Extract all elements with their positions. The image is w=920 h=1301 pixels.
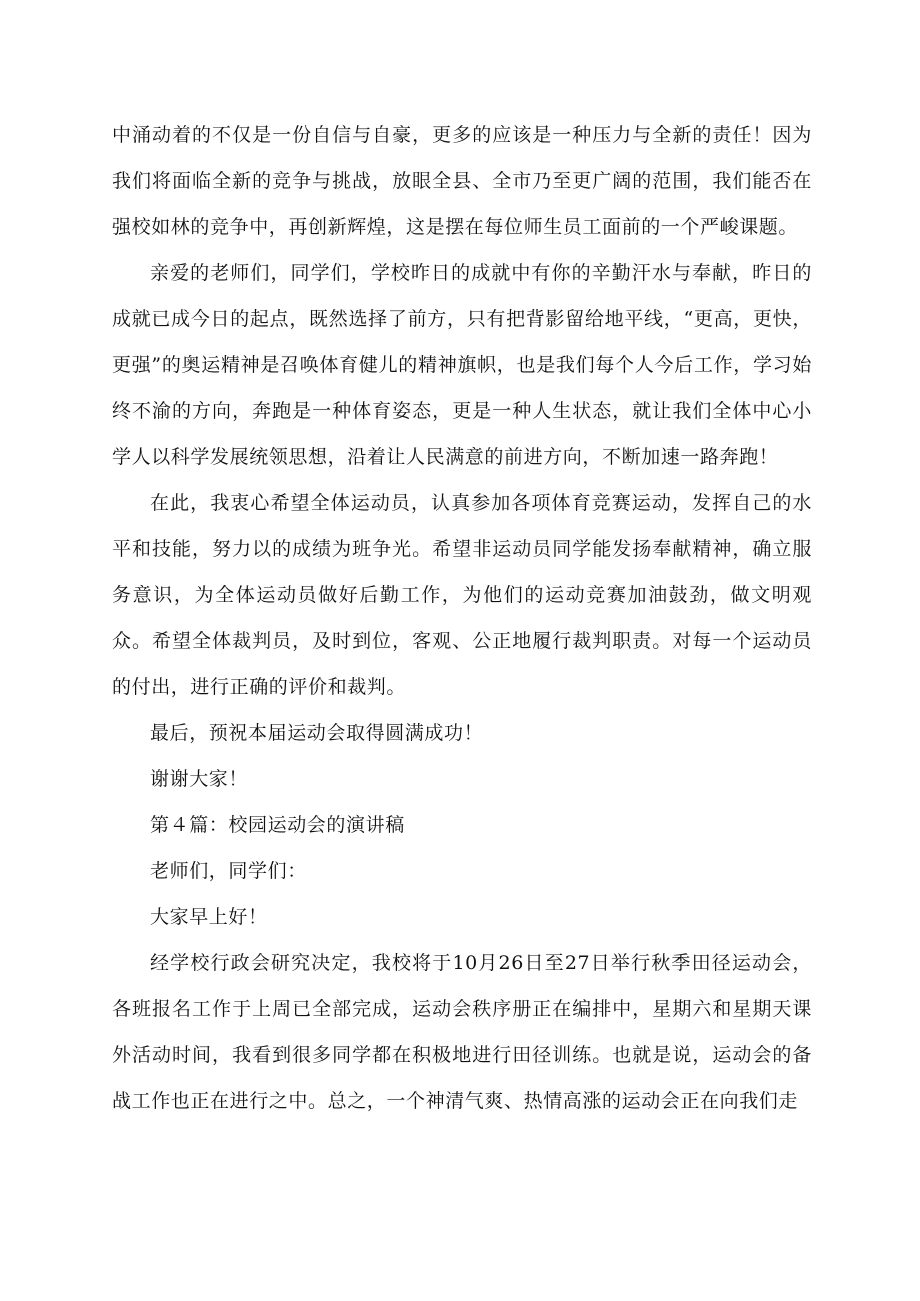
document-body bbox=[112, 112, 812, 1124]
paragraph-teachers-students: 亲爱的老师们，同学们，学校昨日的成就中有你的辛勤汗水与奉献，昨日的成就已成今日的起点，既然选择了前方，只有把背影留给地平线，“更高，更快，更强”的奥运精神是召唤体育健儿的精神旗帜，也是我们每个人今后工作，学习始终不渝的方向，奔跑是一种体育姿态，更是一种人生状态，就让我们全体中心小学人以科学发展统领思想，沿着让人民满意的前进方向，不断加速一路奔跑！ bbox=[112, 262, 812, 468]
section-heading: 第４篇：校园运动会的演讲稿 bbox=[150, 814, 405, 836]
paragraph-continuation: 中涌动着的不仅是一份自信与自豪，更多的应该是一种压力与全新的责任！因为我们将面临全新的竞争与挑战，放眼全县、全市乃至更广阔的范围，我们能否在强校如林的竞争中，再创新辉煌，这是摆在每位师生员工面前的一个严峻课题。 bbox=[112, 124, 812, 238]
paragraph-wish-success: 最后，预祝本届运动会取得圆满成功！ bbox=[150, 722, 484, 744]
paragraph-salutation: 老师们，同学们： bbox=[150, 860, 307, 882]
paragraph-thanks: 谢谢大家！ bbox=[150, 768, 249, 790]
paragraph-announcement: 经学校行政会研究决定，我校将于10月26日至27日举行秋季田径运动会，各班报名工作于上周已全部完成，运动会秩序册正在编排中，星期六和星期天课外活动时间，我看到很多同学都在积极地进行田径训练。也就是说，运动会的备战工作也正在进行之中。总之，一个神清气爽、热情高涨的运动会正在向我们走 bbox=[112, 952, 812, 1112]
paragraph-hopes: 在此，我衷心希望全体运动员，认真参加各项体育竞赛运动，发挥自己的水平和技能，努力以的成绩为班争光。希望非运动员同学能发扬奉献精神，确立服务意识，为全体运动员做好后勤工作，为他们的运动竞赛加油鼓劲，做文明观众。希望全体裁判员，及时到位，客观、公正地履行裁判职责。对每一个运动员的付出，进行正确的评价和裁判。 bbox=[112, 492, 812, 698]
paragraph-greeting: 大家早上好！ bbox=[150, 906, 268, 928]
